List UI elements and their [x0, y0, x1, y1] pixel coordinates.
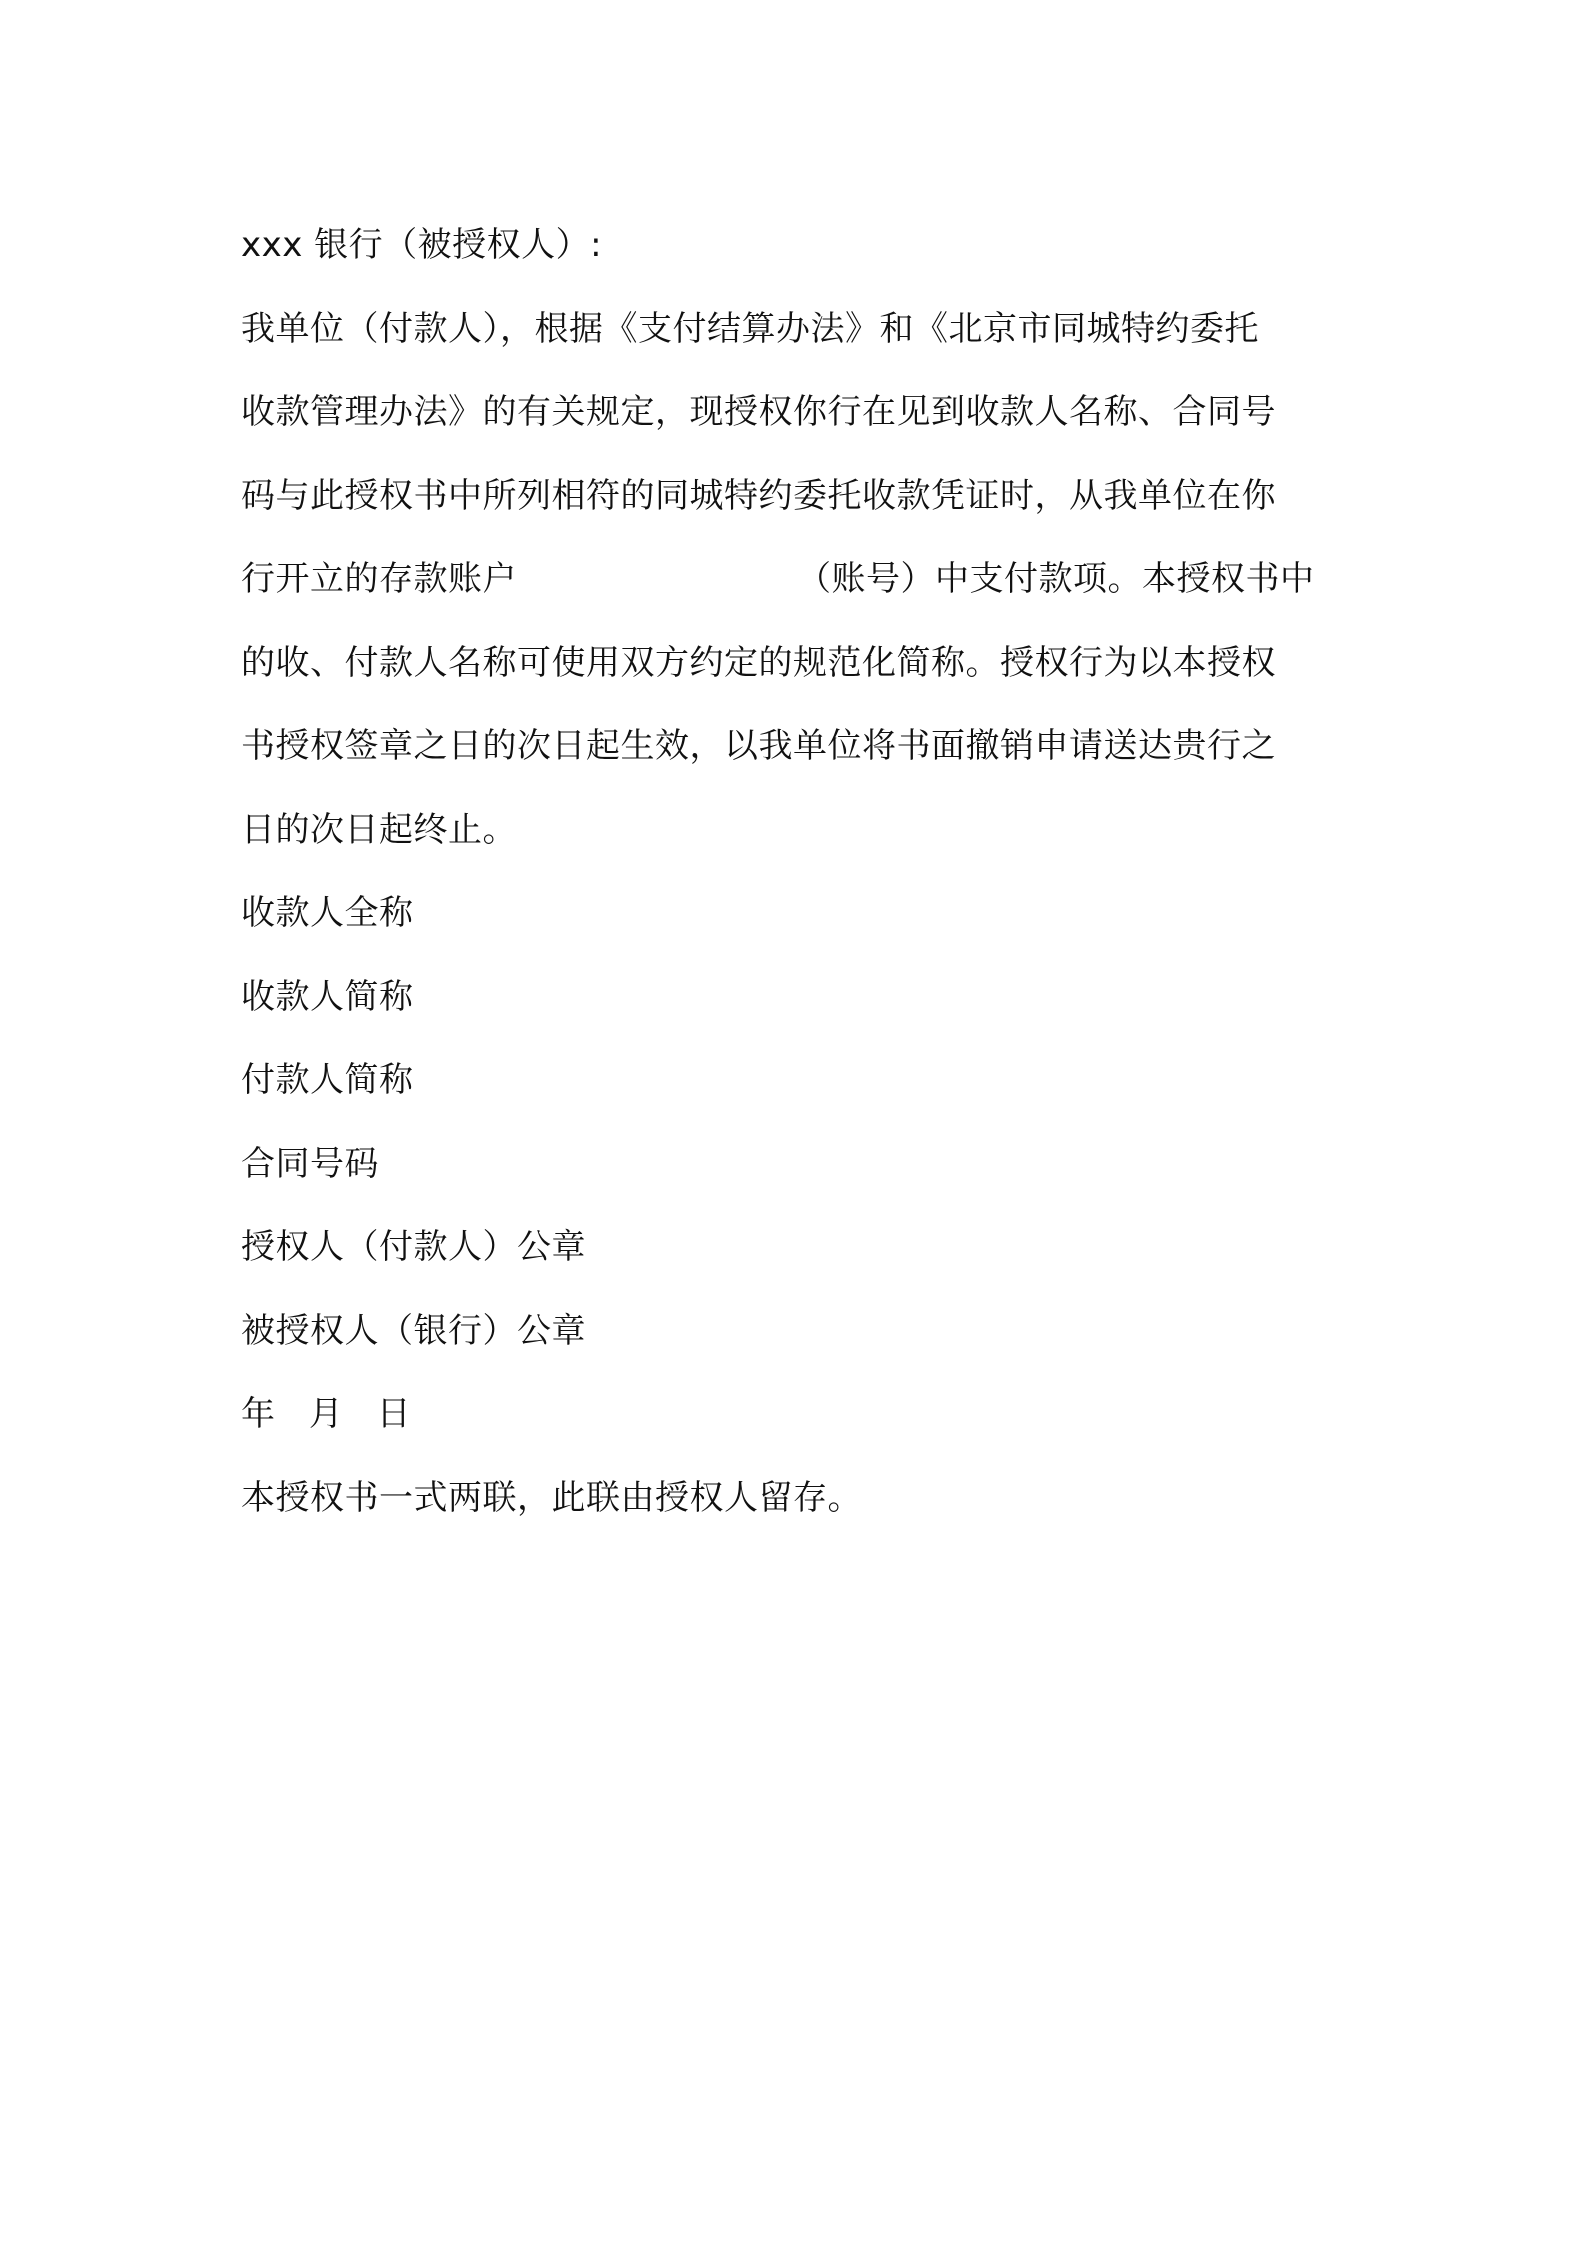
- contract-number-field: 合同号码: [241, 1143, 379, 1184]
- body-line: 日的次日起终止。: [241, 809, 517, 850]
- body-line: 的收、付款人名称可使用双方约定的规范化简称。授权行为以本授权: [241, 642, 1276, 683]
- body-line: 收款管理办法》的有关规定，现授权你行在见到收款人名称、合同号: [241, 392, 1276, 432]
- footer-note: 本授权书一式两联，此联由授权人留存。: [241, 1477, 862, 1518]
- body-line: 书授权签章之日的次日起生效，以我单位将书面撤销申请送达贵行之: [241, 726, 1276, 766]
- authorization-letter: [241, 204, 1361, 1540]
- payee-short-name-field: 收款人简称: [241, 976, 414, 1017]
- account-line-prefix: 行开立的存款账户: [241, 559, 517, 599]
- body-line-with-account-blank: [241, 538, 1361, 622]
- grantee-seal-field: 被授权人（银行）公章: [241, 1310, 586, 1351]
- salutation: xxx 银行（被授权人）:: [241, 225, 603, 265]
- date-line: [241, 1373, 1361, 1457]
- date-day-label: 日: [376, 1394, 412, 1434]
- body-line: 码与此授权书中所列相符的同城特约委托收款凭证时，从我单位在你: [241, 475, 1276, 516]
- date-year-label: 年: [241, 1394, 276, 1434]
- payee-full-name-field: 收款人全称: [241, 893, 414, 933]
- body-line: 我单位（付款人），根据《支付结算办法》和《北京市同城特约委托: [241, 308, 1259, 349]
- account-line-suffix: （账号）中支付款项。本授权书中: [797, 559, 1315, 599]
- date-month-label: 月: [308, 1394, 344, 1434]
- payer-short-name-field: 付款人简称: [241, 1060, 414, 1100]
- grantor-seal-field: 授权人（付款人）公章: [241, 1227, 586, 1267]
